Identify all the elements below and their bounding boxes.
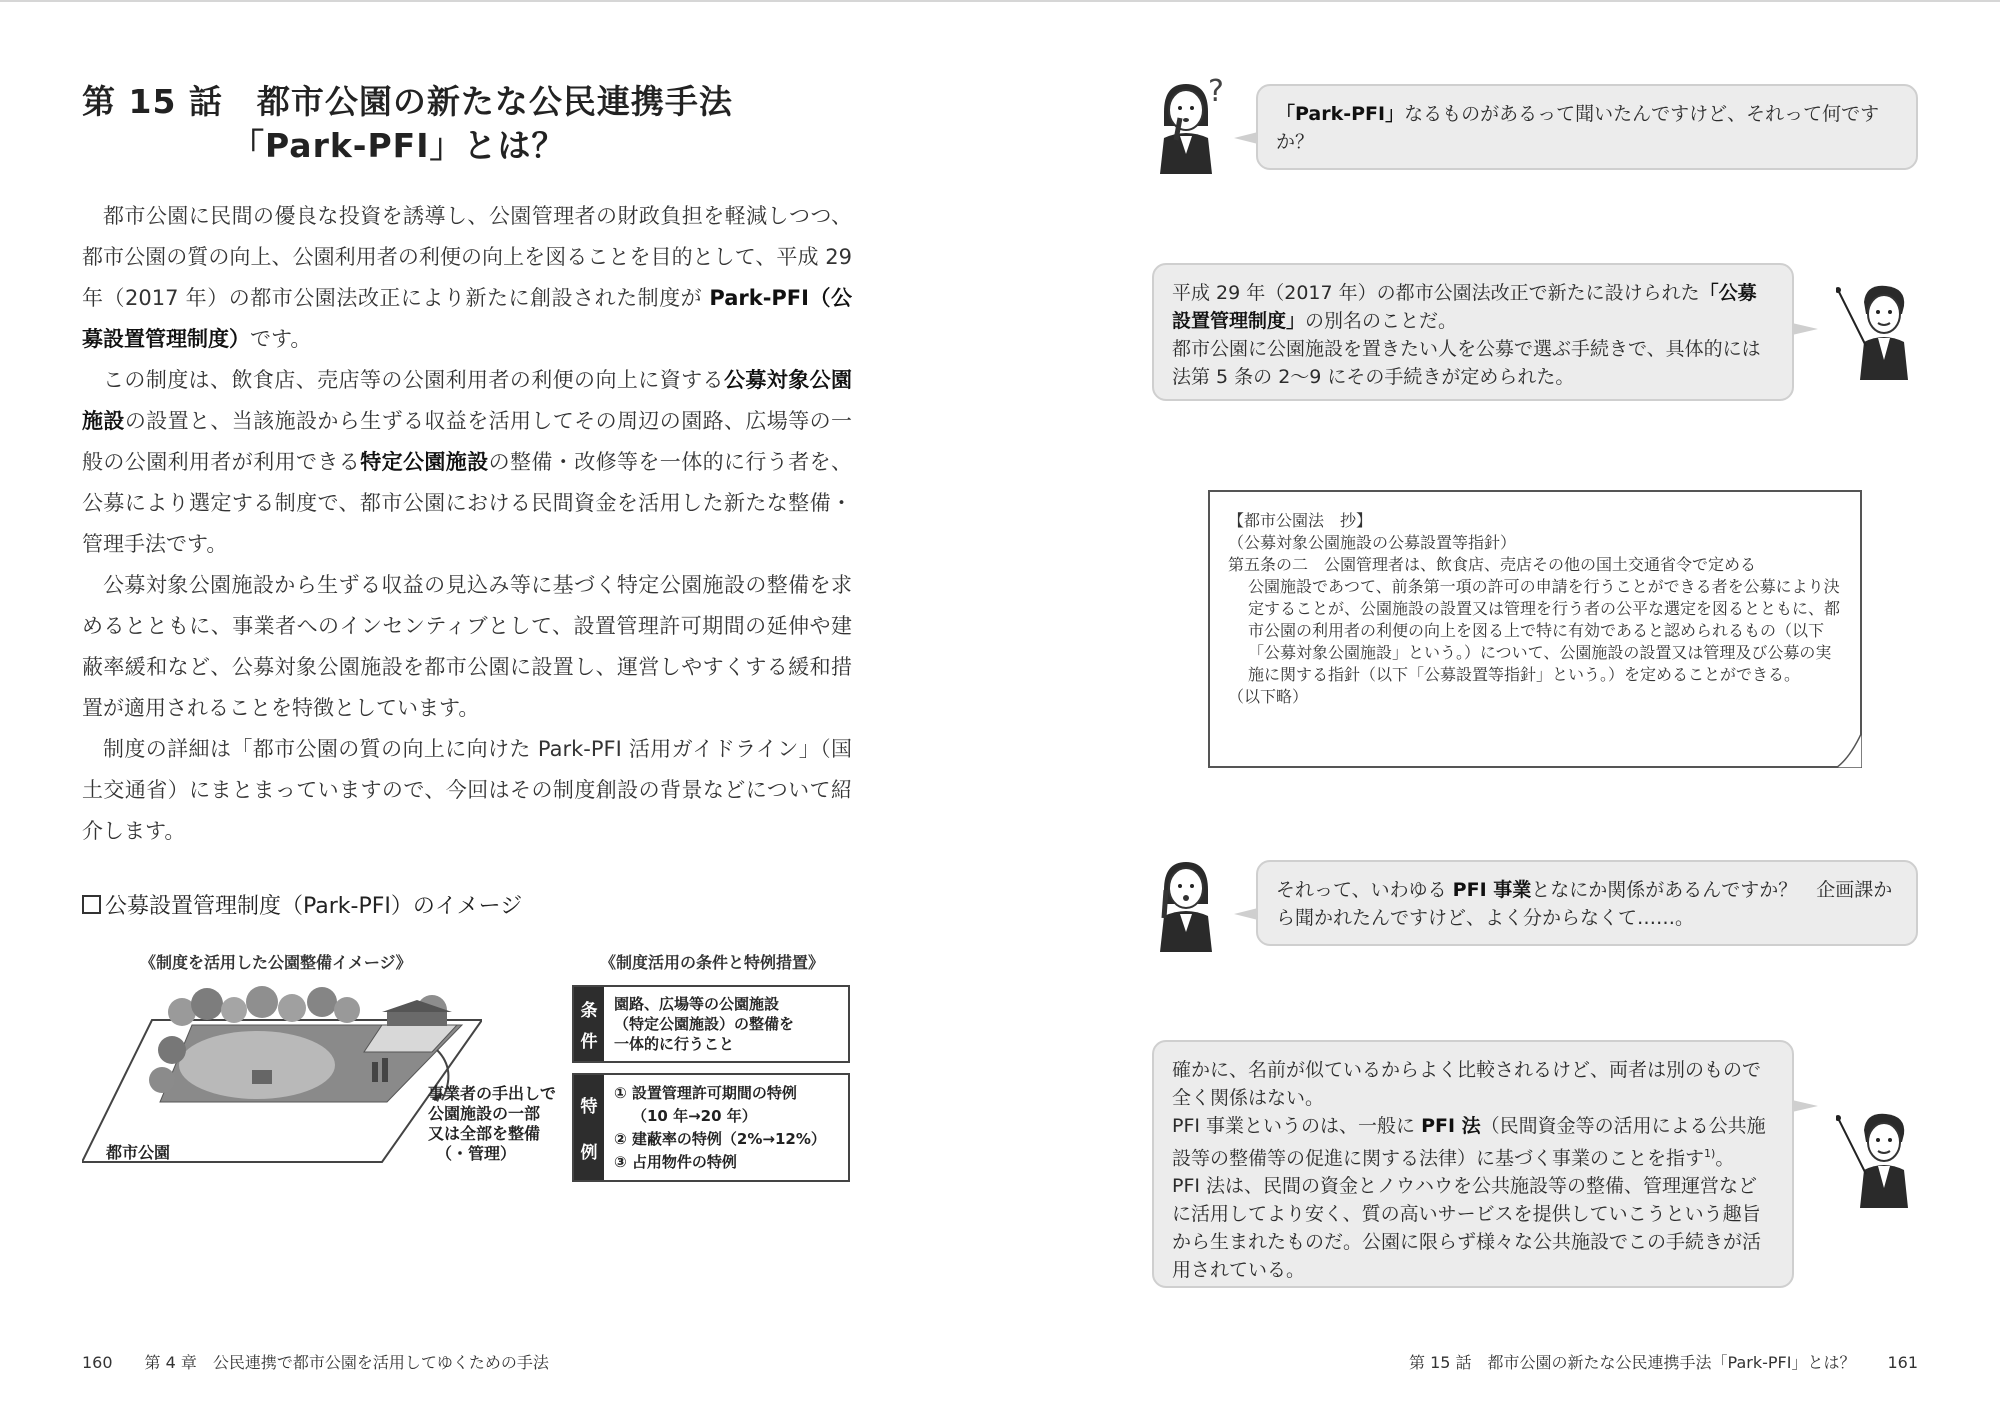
law-excerpt-box: [1208, 490, 1862, 768]
bubble1-text: なるものがあるって聞いたんですけど、それって何ですか？: [1276, 103, 1880, 153]
special-tag: [574, 1075, 604, 1180]
bubble3-text-c: となにか関係があるんですか？ 企画課から聞かれたんですけど、よく分からなくて……。: [1276, 879, 1893, 929]
condition-line: 園路、広場等の公園施設: [614, 995, 780, 1013]
question-mark: ?: [1208, 74, 1224, 109]
special-list: [614, 1082, 826, 1174]
law-title: 【都市公園法 抄】: [1228, 511, 1373, 530]
p2-text-e: の整備・改修等を一体的に行う者を、公募により選定する制度で、都市公園における民間資金を活用した新たな整備・管理手法です。: [82, 450, 853, 556]
law-article-body: 公園施設であつて、前条第一項の許可の申請を行うことができる者を公募により決定することが、公園施設の設置又は管理を行う者の公平な選定を図るとともに、都市公園の利用者の利便の向上を図る上で特に有効であると認められるもの（以下「公募対象公園施設」という。）について、公園施設の設置又は管理及び公募の実施に関する指針（以下「公募設置等指針」という。）を定めることができる。: [1248, 577, 1841, 684]
paragraph-4: 制度の詳細は「都市公園の質の向上に向けた Park-PFI 活用ガイドライン」（国土交通省）にまとまっていますので、今回はその制度創設の背景などについて紹介します。: [82, 737, 852, 843]
callout-line: 又は全部を整備: [428, 1124, 541, 1143]
park-label: 都市公園: [106, 1143, 171, 1162]
p1-text-c: です。: [250, 327, 312, 351]
bubble1-bold: 「Park-PFI」: [1276, 103, 1405, 125]
p2-bold-1: 公募対象公園施設: [82, 368, 853, 433]
footnote-ref: 1): [1704, 1147, 1716, 1160]
title-line-1: 第 15 話 都市公園の新たな公民連携手法: [82, 82, 733, 121]
law-omitted: （以下略）: [1228, 687, 1309, 706]
p2-text-c: の設置と、当該施設から生ずる収益を活用してその周辺の園路、広場等の一般の公園利用者が利用できる: [82, 409, 853, 474]
law-article-head: 第五条の二 公園管理者は、飲食店、売店その他の国土交通省令で定める: [1228, 555, 1757, 574]
p2-text-a: この制度は、飲食店、売店等の公園利用者の利便の向上に資する: [103, 368, 724, 392]
paragraph-1: [82, 196, 852, 360]
intro-body: [82, 196, 852, 852]
bubble2-text-d: 都市公園に公園施設を置きたい人を公募で選ぶ手続きで、具体的には法第 5 条の 2～9 にその手続きが定められた。: [1172, 338, 1761, 388]
page-number-left: 160: [82, 1353, 113, 1372]
condition-tag-char: 条: [580, 1001, 598, 1021]
speech-bubble-question-1: [1256, 84, 1918, 170]
special-item: ② 建蔽率の特例（2%→12%）: [614, 1130, 826, 1148]
condition-box: [572, 985, 850, 1063]
bubble3-bold: PFI 事業: [1452, 879, 1532, 901]
law-subtitle: （公募対象公園施設の公募設置等指針）: [1228, 533, 1517, 552]
page-curl-icon: [1836, 732, 1862, 768]
speech-bubble-question-2: [1256, 860, 1918, 946]
callout-line: （・管理）: [436, 1144, 517, 1163]
bubble4-text-d: （民間資金等の活用による公共施設等の整備等の促進に関する法律）に基づく事業のことを指す: [1172, 1115, 1766, 1170]
condition-line: （特定公園施設）の整備を: [614, 1015, 795, 1033]
footer-left: [82, 1350, 549, 1373]
condition-line: 一体的に行うこと: [614, 1035, 735, 1053]
special-item: ③ 占用物件の特例: [614, 1153, 737, 1171]
speech-bubble-answer-1: [1152, 263, 1794, 401]
bubble4-text-g: PFI 法は、民間の資金とノウハウを公共施設等の整備、管理運営などに活用してより安く、質の高いサービスを提供していこうという趣旨から生まれたものだ。公園に限らず様々な公共施設でこの手続きが活用されている。: [1172, 1175, 1762, 1282]
bubble4-text-a: 確かに、名前が似ているからよく比較されるけど、両者は別のもので全く関係はない。: [1172, 1059, 1762, 1109]
checkbox-square-icon: [82, 895, 101, 914]
bubble3-text-a: それって、いわゆる: [1276, 879, 1453, 901]
p2-bold-2: 特定公園施設: [360, 450, 489, 474]
special-tag-char: 例: [580, 1143, 598, 1164]
p1-text-a: 都市公園に民間の優良な投資を誘導し、公園管理者の財政負担を軽減しつつ、都市公園の質の向上、公園利用者の利便の向上を図ることを目的として、平成 29 年（2017 年）の都市公園法改正により新たに創設された制度が: [82, 204, 852, 310]
top-edge-line: [0, 0, 2000, 2]
chapter-title: [82, 80, 733, 168]
callout-line: 公園施設の一部: [428, 1104, 541, 1123]
bubble2-text-c: の別名のことだ。: [1305, 310, 1458, 332]
man-pointer-icon: [1836, 280, 1926, 380]
woman-puzzled-icon: [1150, 856, 1230, 952]
diagram-caption-right: 《制度活用の条件と特例措置》: [600, 953, 825, 972]
p1-bold: Park-PFI（公募設置管理制度）: [82, 286, 853, 351]
condition-text: [614, 994, 794, 1054]
section-heading-text: 公募設置管理制度（Park-PFI）のイメージ: [105, 894, 523, 919]
special-measures-box: [572, 1073, 850, 1182]
condition-tag: [574, 987, 604, 1061]
special-tag-char: 特: [580, 1096, 598, 1117]
footer-right: [1409, 1350, 1918, 1373]
man-pointer-icon: [1836, 1108, 1926, 1208]
paragraph-2: [82, 360, 852, 565]
diagram-caption-left: 《制度を活用した公園整備イメージ》: [140, 953, 412, 972]
bubble4-bold: PFI 法: [1421, 1115, 1481, 1137]
bubble2-bold: 「公募設置管理制度」: [1172, 282, 1757, 332]
condition-tag-char: 件: [580, 1032, 598, 1052]
special-item: ① 設置管理許可期間の特例: [614, 1084, 797, 1102]
title-line-2: 「Park-PFI」とは？: [231, 126, 566, 165]
bubble2-text-a: 平成 29 年（2017 年）の都市公園法改正で新たに設けられた: [1172, 282, 1700, 304]
callout-line: 事業者の手出しで: [428, 1084, 557, 1103]
running-head-right: 第 15 話 都市公園の新たな公民連携手法「Park-PFI」とは？: [1408, 1353, 1856, 1372]
paragraph-3: 公募対象公園施設から生ずる収益の見込み等に基づく特定公園施設の整備を求めるとともに、事業者へのインセンティブとして、設置管理許可期間の延伸や建蔽率緩和など、公募対象公園施設を都市公園に設置し、運営しやすくする緩和措置が適用されることを特徴としています。: [82, 573, 852, 720]
bubble4-text-f: 。: [1715, 1147, 1735, 1170]
special-item: （10 年→20 年）: [632, 1107, 757, 1125]
page-number-right: 161: [1887, 1353, 1918, 1372]
section-heading: [82, 889, 522, 920]
speech-bubble-answer-2: [1152, 1040, 1794, 1288]
running-head-left: 第 4 章 公民連携で都市公園を活用してゆくための手法: [144, 1353, 549, 1372]
callout-text: [428, 1084, 556, 1164]
bubble4-text-b: PFI 事業というのは、一般に: [1172, 1115, 1422, 1137]
